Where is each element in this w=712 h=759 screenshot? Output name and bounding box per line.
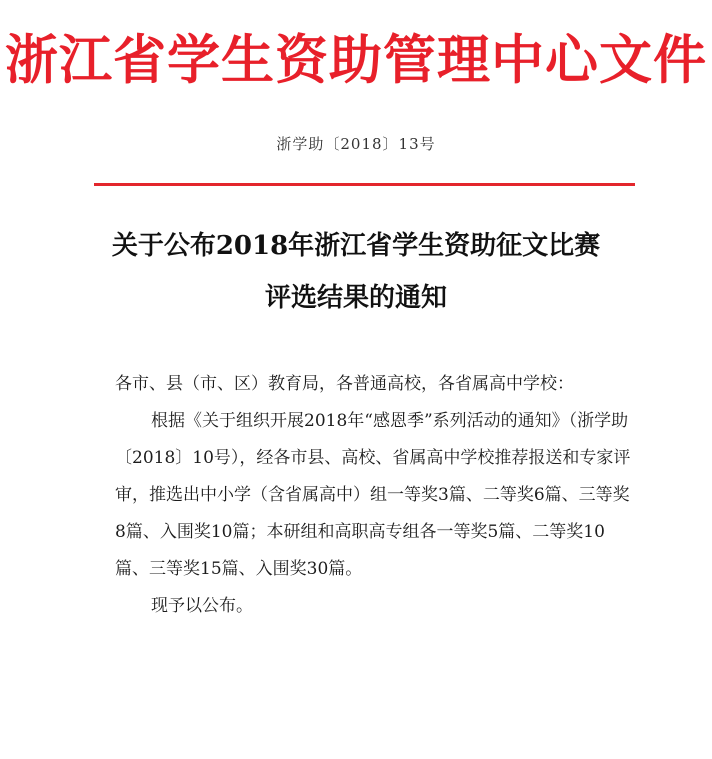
body-paragraph-2: 现予以公布。 [151, 596, 253, 616]
document-number: 浙学助〔2018〕13号 [276, 135, 436, 153]
masthead-title: 浙江省学生资助管理中心文件 [5, 29, 707, 91]
red-divider [94, 183, 635, 186]
body-paragraph-1: 根据《关于组织开展2018年“感恩季”系列活动的通知》（浙学助〔2018〕10号），经各市县、高校、省属高中学校推荐报送和专家评审，推选出中小学（含省属高中）组一等奖3篇、二等奖6篇、三等奖8篇、入围奖10篇；本研组和高职高专组各一等奖5篇、二等奖10篇、三等奖15篇、入围奖30篇。 [115, 411, 631, 579]
salutation: 各市、县（市、区）教育局，各普通高校，各省属高中学校： [115, 374, 574, 394]
notice-title [0, 220, 712, 324]
title-line-1: 关于公布2018年浙江省学生资助征文比赛 [111, 231, 601, 261]
title-line-2: 评选结果的通知 [264, 283, 447, 313]
notice-body [115, 366, 635, 625]
